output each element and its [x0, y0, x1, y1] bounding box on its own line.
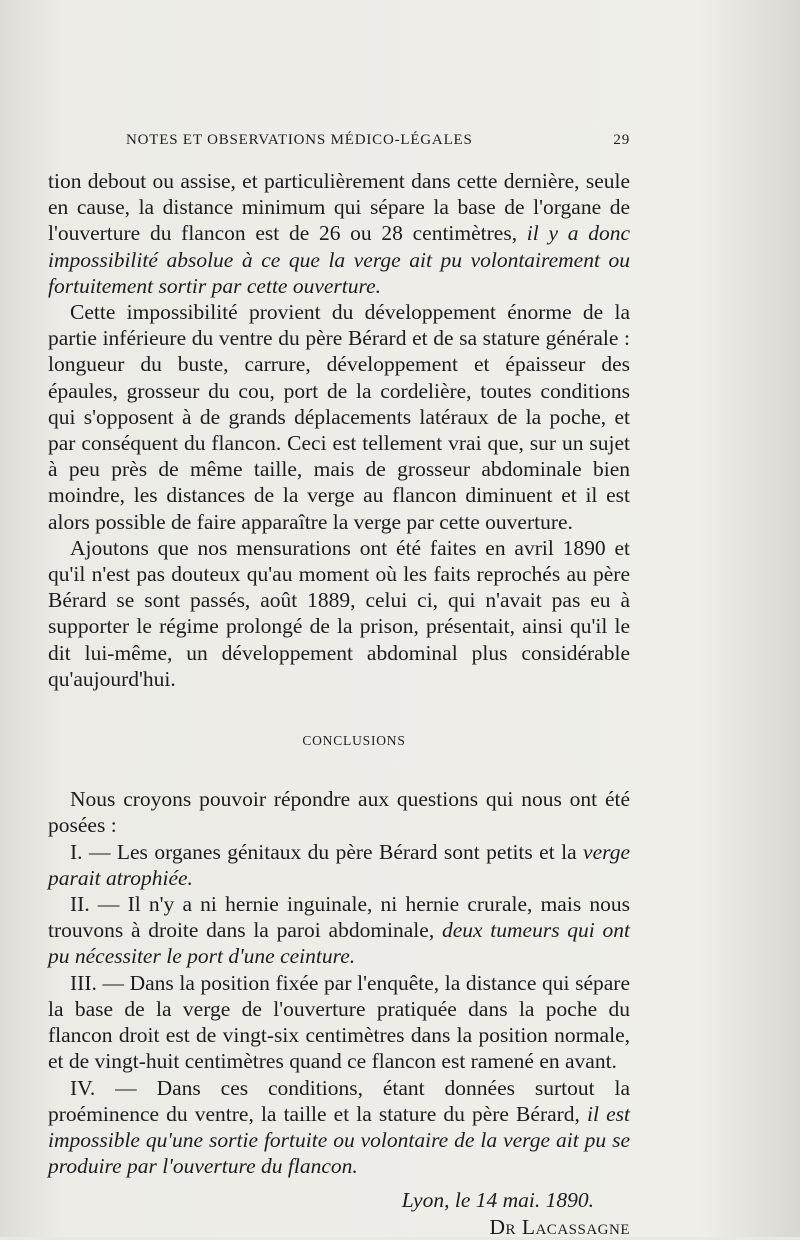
page-body: [48, 168, 630, 1240]
conclusion-2-emphasis: deux tumeurs qui ont pu nécessiter le port d'une ceinture.: [48, 918, 631, 969]
paragraph-2: Cette impossibilité provient du développement énorme de la partie inférieure du ventre du père Bérard et de sa stature générale : longueur du buste, carrure, développement et épaisseur des épaules, grosseur du cou, port de la cordelière, toutes conditions qui s'opposent à de grands déplacements latéraux de la poche, et par conséquent du flancon. Ceci est tellement vrai que, sur un sujet à peu près de même taille, mais de grosseur abdominale bien moindre, les distances de la verge au flancon diminuent et il est alors possible de faire apparaître la verge par cette ouverture.: [48, 300, 630, 534]
conclusions-intro: Nous croyons pouvoir répondre aux questions qui nous ont été posées :: [48, 787, 630, 838]
conclusion-1-emphasis: verge parait atrophiée.: [48, 839, 630, 890]
conclusion-4: [48, 1075, 630, 1180]
paragraph-1-text: tion debout ou assise, et particulièrement dans cette dernière, seule en cause, la distance minimum qui sépare la base de l'organe de l'ouverture du flancon est de 26 ou 28 centimètres,: [48, 169, 630, 246]
conclusion-3: III. — Dans la position fixée par l'enquête, la distance qui sépare la base de la verge de l'ouverture pratiquée dans la poche du flancon droit est de vingt-six centimètres dans la position normale, et de vingt-huit centimètres quand ce flancon est ramené en avant.: [48, 970, 630, 1074]
page-number: 29: [613, 132, 630, 148]
conclusion-1-text: I. — Les organes génitaux du père Bérard sont petits et la: [70, 839, 584, 864]
signature-name: Dr Lacassagne: [489, 1214, 630, 1239]
paragraph-1-emphasis: il y a donc impossibilité absolue à ce que la verge ait pu volontairement ou fortuitement sortir par cette ouverture.: [48, 221, 630, 298]
conclusion-4-emphasis: il est impossible qu'une sortie fortuite ou volontaire de la verge ait pu se produire par l'ouverture du flancon.: [48, 1101, 630, 1179]
signature-date: Lyon, le 14 mai. 1890.: [401, 1188, 594, 1213]
paragraph-1: [48, 168, 630, 299]
running-title: NOTES ET OBSERVATIONS MÉDICO-LÉGALES: [126, 132, 473, 148]
conclusions-heading: CONCLUSIONS: [302, 733, 406, 749]
conclusion-4-text: IV. — Dans ces conditions, étant données surtout la proéminence du ventre, la taille et la stature du père Bérard,: [48, 1075, 630, 1126]
conclusion-1: [48, 839, 630, 891]
paragraph-3: Ajoutons que nos mensurations ont été faites en avril 1890 et qu'il n'est pas douteux qu'au moment où les faits reprochés au père Bérard se sont passés, août 1889, celui ci, qui n'avait pas eu à supporter le régime prolongé de la prison, présentait, ainsi qu'il le dit lui-même, un développement abdominal plus considérable qu'aujourd'hui.: [48, 535, 630, 691]
conclusion-2-text: II. — Il n'y a ni hernie inguinale, ni hernie crurale, mais nous trouvons à droite dans la paroi abdominale,: [48, 892, 630, 943]
conclusion-2: [48, 891, 630, 970]
